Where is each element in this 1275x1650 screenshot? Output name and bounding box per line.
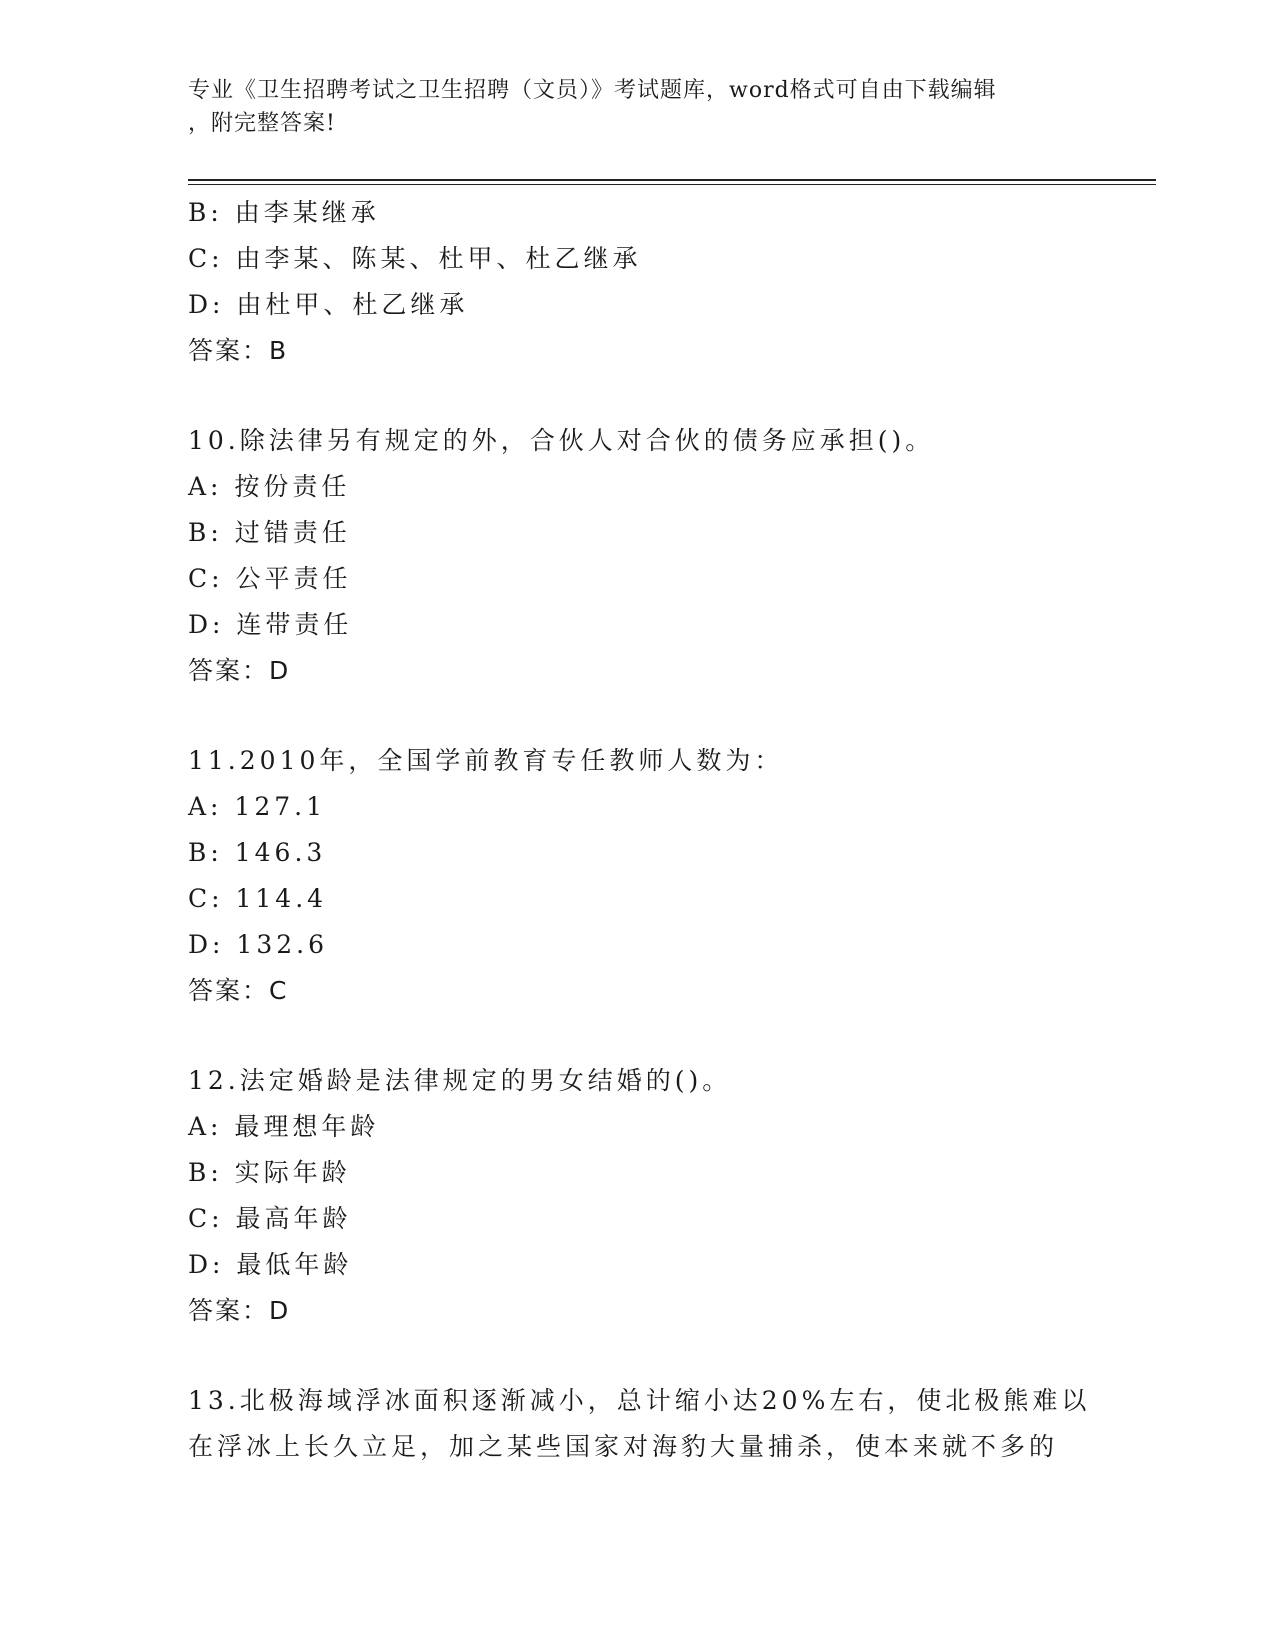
option-d: D: 由杜甲、杜乙继承 bbox=[188, 290, 469, 319]
header-rule-thick bbox=[188, 179, 1156, 181]
question-13 bbox=[188, 1378, 1091, 1470]
option-d: D: 132.6 bbox=[188, 930, 328, 959]
header-rule-thin bbox=[188, 184, 1156, 185]
question-12 bbox=[188, 1058, 1088, 1334]
option-d: D: 最低年龄 bbox=[188, 1250, 353, 1279]
option-a: A: 最理想年龄 bbox=[188, 1112, 380, 1141]
question-stem-line-1: 13.北极海域浮冰面积逐渐减小，总计缩小达20%左右，使北极熊难以 bbox=[188, 1386, 1091, 1415]
header-title-line-2: ，附完整答案! bbox=[188, 111, 336, 136]
option-c: C: 由李某、陈某、杜甲、杜乙继承 bbox=[188, 244, 642, 273]
question-stem: 11.2010年，全国学前教育专任教师人数为： bbox=[188, 746, 784, 775]
answer: 答案：B bbox=[188, 336, 289, 365]
option-b: B: 由李某继承 bbox=[188, 198, 380, 227]
answer: 答案：D bbox=[188, 656, 291, 685]
option-c: C: 114.4 bbox=[188, 884, 328, 913]
document-header bbox=[188, 74, 1068, 140]
option-d: D: 连带责任 bbox=[188, 610, 353, 639]
option-b: B: 146.3 bbox=[188, 838, 327, 867]
question-stem: 12.法定婚龄是法律规定的男女结婚的()。 bbox=[188, 1066, 732, 1095]
question-10 bbox=[188, 418, 1088, 694]
answer: 答案：D bbox=[188, 1296, 291, 1325]
question-list bbox=[188, 190, 1091, 1470]
option-c: C: 最高年龄 bbox=[188, 1204, 352, 1233]
option-a: A: 127.1 bbox=[188, 792, 326, 821]
option-a: A: 按份责任 bbox=[188, 472, 351, 501]
question-stem: 10.除法律另有规定的外，合伙人对合伙的债务应承担()。 bbox=[188, 426, 935, 455]
question-11 bbox=[188, 738, 1088, 1014]
question-9 bbox=[188, 190, 1088, 374]
answer: 答案：C bbox=[188, 976, 289, 1005]
header-title-line-1: 专业《卫生招聘考试之卫生招聘（文员）》考试题库，word格式可自由下载编辑 bbox=[188, 78, 997, 103]
question-stem-line-2: 在浮冰上长久立足，加之某些国家对海豹大量捕杀，使本来就不多的 bbox=[188, 1432, 1059, 1461]
option-c: C: 公平责任 bbox=[188, 564, 352, 593]
option-b: B: 过错责任 bbox=[188, 518, 351, 547]
option-b: B: 实际年龄 bbox=[188, 1158, 351, 1187]
